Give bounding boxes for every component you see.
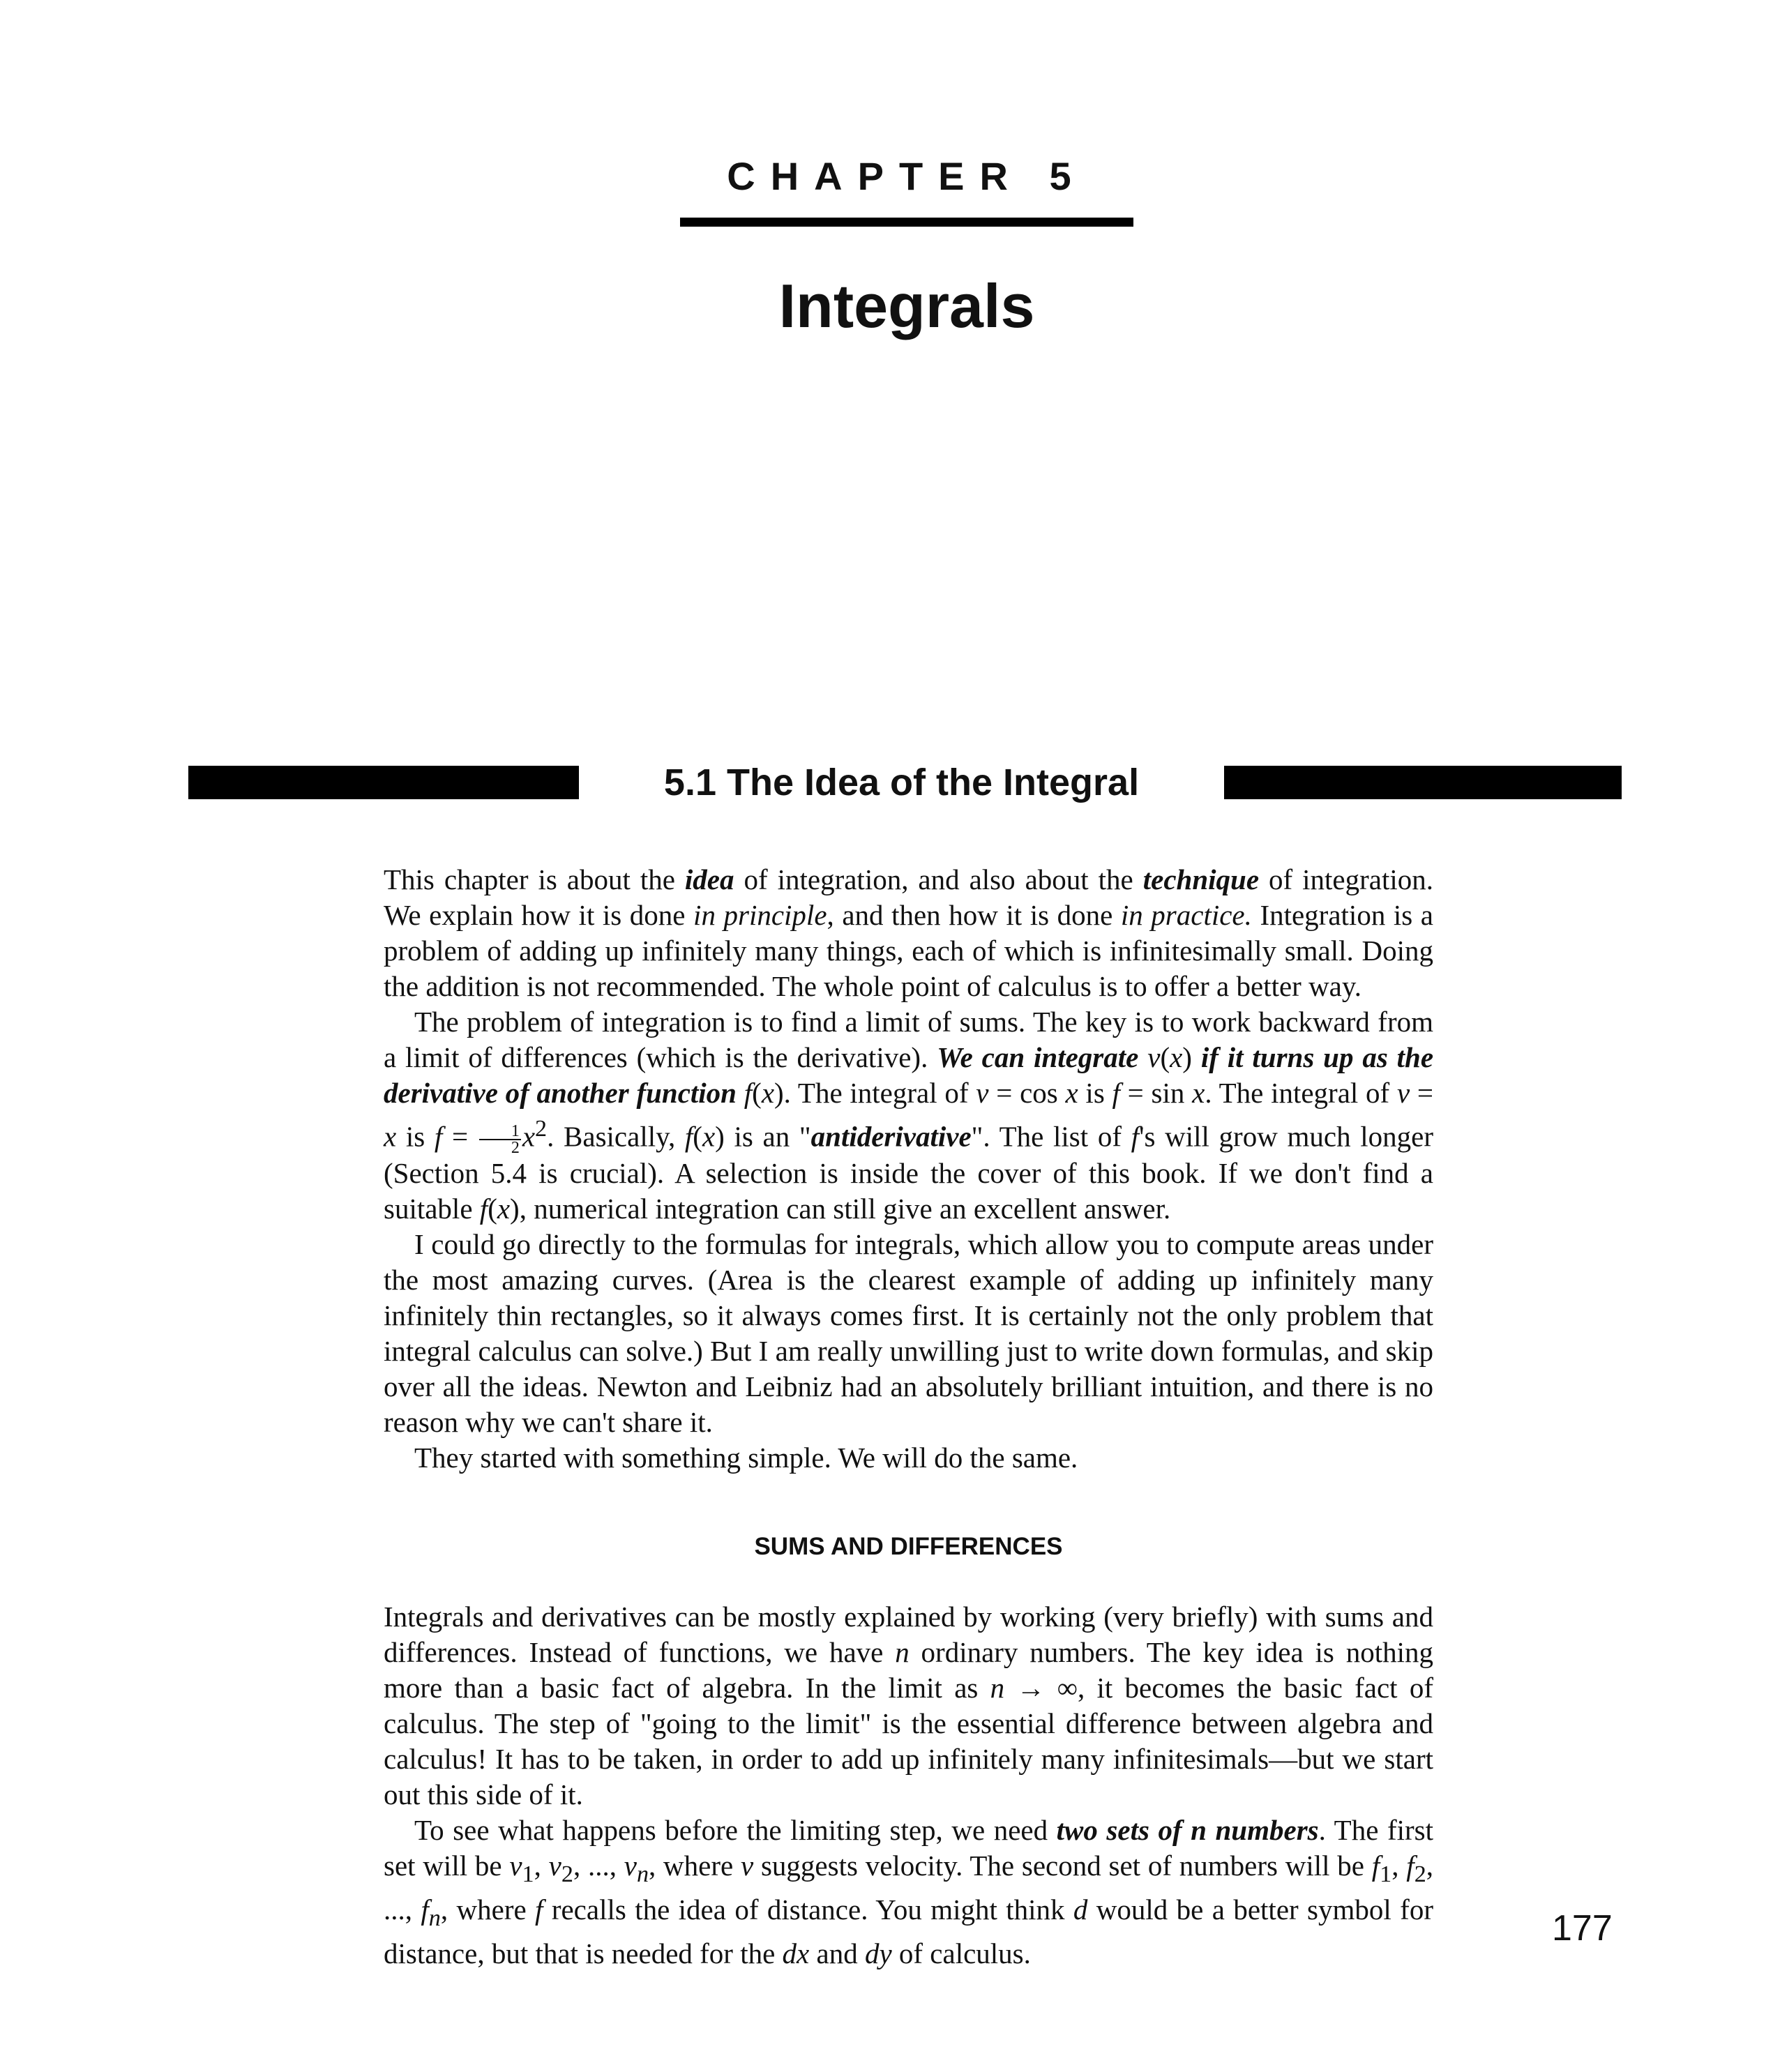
page-number: 177 xyxy=(1552,1908,1613,1949)
section-bar-left xyxy=(188,766,579,799)
paragraph: This chapter is about the idea of integration, and also about the technique of integration. We explain how it is done in principle, and then how it is done in practice. Integration is a problem of adding up infinitely many things, each of which is infinitesimally small. Doing the addition is not recommended. The whole point of calculus is to offer a better way. xyxy=(384,863,1433,1002)
chapter-rule xyxy=(680,218,1133,227)
paragraph: Integrals and derivatives can be mostly explained by working (very briefly) with sums and differences. Instead of functions, we have n ordinary numbers. The key idea is nothing more than a basic fact of algebra. In the limit as n → ∞, it becomes the basic fact of calculus. The step of "going to the limit" is the essential difference between algebra and calculus! It has to be taken, in order to add up infinitely many infinitesimals—but we start out this side of it. xyxy=(384,1601,1433,1810)
section-title: 5.1 The Idea of the Integral xyxy=(663,762,1140,803)
chapter-title: Integrals xyxy=(778,271,1035,340)
paragraph: I could go directly to the formulas for integrals, which allow you to compute areas under the most amazing curves. (Area is the clearest example of adding up infinitely many infinitely thin rectangles, so it always comes first. It is certainly not the only problem that integral calculus can solve.) But I am really unwilling just to write down formulas, and skip over all the ideas. Newton and Leibniz had an absolutely brilliant intuition, and there is no reason why we can't share it. xyxy=(384,1228,1433,1439)
subsection-title: SUMS AND DIFFERENCES xyxy=(754,1533,1063,1560)
intro-text xyxy=(384,862,1433,1476)
sums-text xyxy=(384,1599,1433,1972)
section-bar-right xyxy=(1224,766,1622,799)
fraction: $\frac{1}{2}$ xyxy=(479,1124,521,1156)
chapter-label: CHAPTER 5 xyxy=(727,154,1087,198)
paragraph: They started with something simple. We will do the same. xyxy=(414,1442,1078,1474)
paragraph: To see what happens before the limiting step, we need two sets of n numbers. The first set will be $v_1$, $v_2$, ..., $v_n$, where v suggests velocity. The second set of numbers will be $f_1$, $f_2$, ..., $f_n$, where f recalls the idea of distance. You might think d would be a better symbol for distance, but that is needed for the dx and dy of calculus. xyxy=(384,1814,1434,1970)
paragraph: The problem of integration is to find a limit of sums. The key is to work backward from a limit of differences (which is the derivative). We can integrate v(x) if it turns up as the derivative of another function f(x). The integral of v = cos x is f = sin x. The integral of v = x is f = $\frac{1}{2}$ $x^2$. Basically, f(x) is an "antiderivative". The list of f's will grow much longer (Section 5.4 is crucial). A selection is inside the cover of this book. If we don't find a suitable f(x), numerical integration can still give an excellent answer. xyxy=(384,1006,1434,1225)
